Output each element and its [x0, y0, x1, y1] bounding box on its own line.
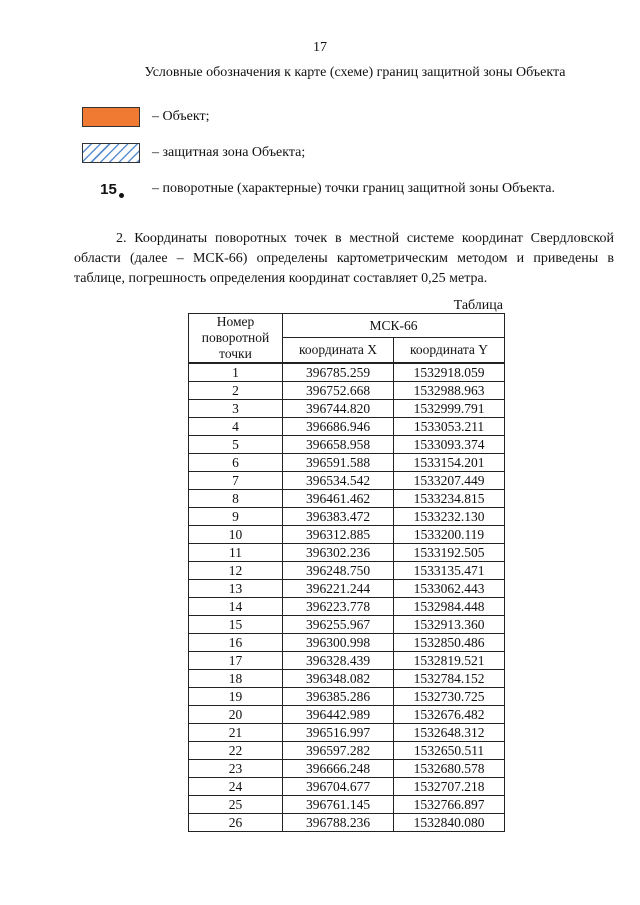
point-number-cell: 12: [189, 562, 283, 580]
y-coordinate-cell: 1532766.897: [394, 796, 505, 814]
point-number-cell: 23: [189, 760, 283, 778]
x-coordinate-cell: 396597.282: [283, 742, 394, 760]
point-number-cell: 10: [189, 526, 283, 544]
table-row: [189, 363, 505, 382]
point-number-cell: 13: [189, 580, 283, 598]
y-coordinate-cell: 1532707.218: [394, 778, 505, 796]
y-coordinate-cell: 1532784.152: [394, 670, 505, 688]
table-row: [189, 472, 505, 490]
y-coordinate-cell: 1533232.130: [394, 508, 505, 526]
point-number-cell: 15: [189, 616, 283, 634]
table-row: [189, 598, 505, 616]
x-coordinate-cell: 396591.588: [283, 454, 394, 472]
table-row: [189, 760, 505, 778]
x-coordinate-cell: 396221.244: [283, 580, 394, 598]
x-coordinate-cell: 396328.439: [283, 652, 394, 670]
table-row: [189, 400, 505, 418]
legend-title: Условные обозначения к карте (схеме) границ защитной зоны Объекта: [144, 65, 566, 80]
point-number-cell: 14: [189, 598, 283, 616]
point-number-cell: 18: [189, 670, 283, 688]
table-row: [189, 580, 505, 598]
x-coordinate-cell: 396248.750: [283, 562, 394, 580]
x-coordinate-cell: 396383.472: [283, 508, 394, 526]
header-x-coordinate: координата X: [283, 338, 394, 363]
legend-label-turning-point: – поворотные (характерные) точки границ защитной зоны Объекта.: [152, 181, 555, 196]
coordinates-table: [188, 313, 505, 832]
x-coordinate-cell: 396744.820: [283, 400, 394, 418]
table-row: [189, 382, 505, 400]
table-row: [189, 436, 505, 454]
table-row: [189, 652, 505, 670]
y-coordinate-cell: 1533200.119: [394, 526, 505, 544]
x-coordinate-cell: 396704.677: [283, 778, 394, 796]
y-coordinate-cell: 1532918.059: [394, 363, 505, 382]
y-coordinate-cell: 1533053.211: [394, 418, 505, 436]
coordinates-paragraph: 2. Координаты поворотных точек в местной системе координат Свердловской области (далее – МСК-66) определены картометрическим методом и приведены в таблице, погрешность определения координат составляет 0,25 метра.: [74, 231, 614, 286]
y-coordinate-cell: 1532819.521: [394, 652, 505, 670]
page-number: 17: [313, 40, 327, 55]
point-number-cell: 8: [189, 490, 283, 508]
x-coordinate-cell: 396658.958: [283, 436, 394, 454]
y-coordinate-cell: 1533135.471: [394, 562, 505, 580]
x-coordinate-cell: 396752.668: [283, 382, 394, 400]
y-coordinate-cell: 1533062.443: [394, 580, 505, 598]
y-coordinate-cell: 1532648.312: [394, 724, 505, 742]
table-row: [189, 778, 505, 796]
point-number-cell: 19: [189, 688, 283, 706]
x-coordinate-cell: 396223.778: [283, 598, 394, 616]
table-row: [189, 562, 505, 580]
x-coordinate-cell: 396302.236: [283, 544, 394, 562]
table-row: [189, 490, 505, 508]
point-number-cell: 26: [189, 814, 283, 832]
point-number-cell: 20: [189, 706, 283, 724]
x-coordinate-cell: 396300.998: [283, 634, 394, 652]
y-coordinate-cell: 1532730.725: [394, 688, 505, 706]
table-row: [189, 544, 505, 562]
point-number-cell: 1: [189, 363, 283, 382]
table-row: [189, 670, 505, 688]
table-row: [189, 688, 505, 706]
x-coordinate-cell: 396385.286: [283, 688, 394, 706]
table-row: [189, 454, 505, 472]
y-coordinate-cell: 1532913.360: [394, 616, 505, 634]
y-coordinate-cell: 1532988.963: [394, 382, 505, 400]
table-row: [189, 814, 505, 832]
x-coordinate-cell: 396312.885: [283, 526, 394, 544]
point-number-cell: 17: [189, 652, 283, 670]
table-row: [189, 616, 505, 634]
point-number-cell: 16: [189, 634, 283, 652]
point-number-cell: 4: [189, 418, 283, 436]
x-coordinate-cell: 396348.082: [283, 670, 394, 688]
table-row: [189, 508, 505, 526]
x-coordinate-cell: 396788.236: [283, 814, 394, 832]
y-coordinate-cell: 1532676.482: [394, 706, 505, 724]
x-coordinate-cell: 396534.542: [283, 472, 394, 490]
point-number-cell: 25: [189, 796, 283, 814]
y-coordinate-cell: 1532984.448: [394, 598, 505, 616]
point-number-cell: 2: [189, 382, 283, 400]
legend-item-protective-zone: [82, 142, 305, 164]
legend-label-protective-zone: – защитная зона Объекта;: [152, 145, 306, 160]
protective-zone-swatch: [82, 143, 140, 163]
turning-point-sample-number: 15: [100, 180, 117, 198]
legend-item-turning-point: [82, 178, 555, 200]
y-coordinate-cell: 1533154.201: [394, 454, 505, 472]
x-coordinate-cell: 396442.989: [283, 706, 394, 724]
point-number-cell: 6: [189, 454, 283, 472]
y-coordinate-cell: 1532650.511: [394, 742, 505, 760]
x-coordinate-cell: 396761.145: [283, 796, 394, 814]
point-number-cell: 7: [189, 472, 283, 490]
y-coordinate-cell: 1533207.449: [394, 472, 505, 490]
point-number-cell: 24: [189, 778, 283, 796]
y-coordinate-cell: 1532680.578: [394, 760, 505, 778]
table-row: [189, 706, 505, 724]
table-row: [189, 634, 505, 652]
table-caption: Таблица: [453, 298, 503, 313]
table-row: [189, 418, 505, 436]
table-row: [189, 724, 505, 742]
x-coordinate-cell: 396686.946: [283, 418, 394, 436]
header-coordinate-system: МСК-66: [283, 314, 505, 338]
x-coordinate-cell: 396255.967: [283, 616, 394, 634]
x-coordinate-cell: 396785.259: [283, 363, 394, 382]
turning-point-marker: [82, 181, 140, 198]
y-coordinate-cell: 1533093.374: [394, 436, 505, 454]
object-swatch: [82, 107, 140, 127]
table-row: [189, 526, 505, 544]
table-row: [189, 742, 505, 760]
x-coordinate-cell: 396516.997: [283, 724, 394, 742]
point-number-cell: 5: [189, 436, 283, 454]
legend-label-object: – Объект;: [152, 109, 210, 124]
x-coordinate-cell: 396666.248: [283, 760, 394, 778]
point-number-cell: 22: [189, 742, 283, 760]
point-number-cell: 11: [189, 544, 283, 562]
x-coordinate-cell: 396461.462: [283, 490, 394, 508]
point-number-cell: 3: [189, 400, 283, 418]
y-coordinate-cell: 1532850.486: [394, 634, 505, 652]
y-coordinate-cell: 1533192.505: [394, 544, 505, 562]
header-point-number: Номер поворотной точки: [189, 314, 283, 364]
legend-item-object: [82, 106, 209, 128]
table-row: [189, 796, 505, 814]
point-number-cell: 9: [189, 508, 283, 526]
header-y-coordinate: координата Y: [394, 338, 505, 363]
y-coordinate-cell: 1532999.791: [394, 400, 505, 418]
y-coordinate-cell: 1533234.815: [394, 490, 505, 508]
point-number-cell: 21: [189, 724, 283, 742]
y-coordinate-cell: 1532840.080: [394, 814, 505, 832]
point-dot-icon: [119, 193, 124, 198]
